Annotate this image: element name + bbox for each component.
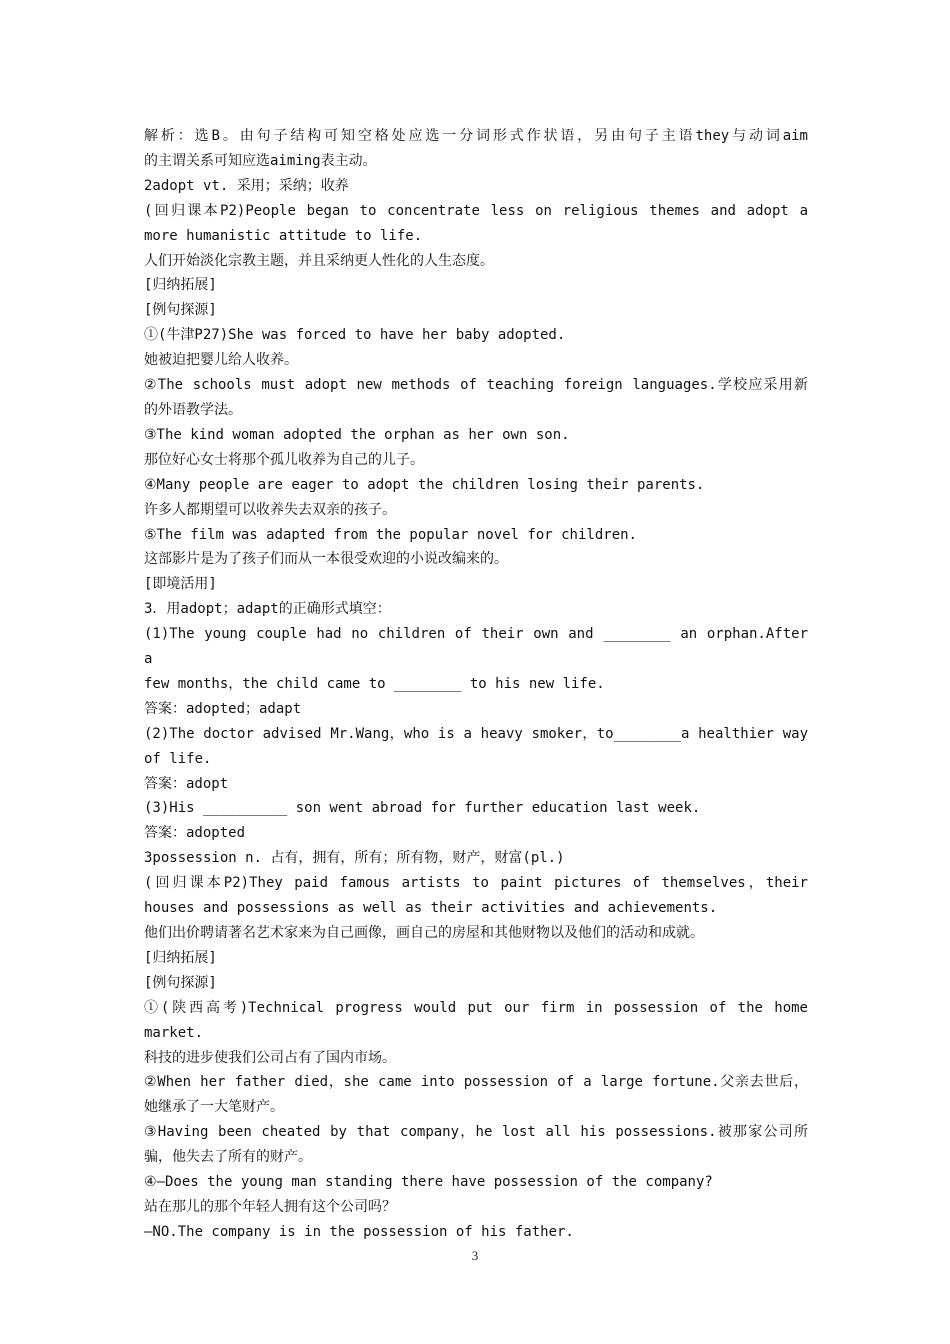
text-line: —NO.The company is in the possession of his father. bbox=[144, 1223, 574, 1240]
text-line: ②The schools must adopt new methods of teaching foreign languages.学校应采用新 bbox=[144, 377, 808, 394]
text-line: of life. bbox=[144, 750, 212, 767]
text-line: 站在那儿的那个年轻人拥有这个公司吗？ bbox=[144, 1198, 396, 1215]
text-line: market. bbox=[144, 1024, 204, 1041]
text-line: (2)The doctor advised Mr.Wang，who is a heavy smoker，to________a healthier way bbox=[144, 725, 808, 742]
text-line: 答案：adopted；adapt bbox=[144, 700, 302, 717]
text-line: [例句探源] bbox=[144, 302, 217, 319]
text-line: ③The kind woman adopted the orphan as her own son. bbox=[144, 426, 570, 443]
text-line: 她继承了一大笔财产。 bbox=[144, 1099, 284, 1116]
text-line: [归纳拓展] bbox=[144, 277, 217, 294]
text-line: 许多人都期望可以收养失去双亲的孩子。 bbox=[144, 501, 396, 518]
text-line: 他们出价聘请著名艺术家来为自己画像，画自己的房屋和其他财物以及他们的活动和成就。 bbox=[144, 925, 704, 941]
text-line: ⑤The film was adapted from the popular novel for children. bbox=[144, 526, 637, 543]
text-line: 2adopt vt. 采用；采纳；收养 bbox=[144, 177, 349, 194]
text-line: ③Having been cheated by that company，he lost all his possessions.被那家公司所 bbox=[144, 1124, 808, 1141]
text-line: [即境活用] bbox=[144, 576, 217, 593]
document-body bbox=[144, 124, 808, 1245]
text-line: houses and possessions as well as their activities and achievements. bbox=[144, 900, 718, 917]
text-line: 答案：adopted bbox=[144, 825, 246, 842]
page-number: 3 bbox=[471, 1248, 479, 1263]
text-line: ④Many people are eager to adopt the children losing their parents. bbox=[144, 476, 705, 493]
text-line: 的主谓关系可知应选aiming表主动。 bbox=[144, 152, 377, 169]
text-line: 科技的进步使我们公司占有了国内市场。 bbox=[144, 1049, 396, 1066]
text-line: 的外语教学法。 bbox=[144, 401, 242, 418]
text-line: 解析：选B。由句子结构可知空格处应选一分词形式作状语，另由句子主语they与动词aim bbox=[144, 128, 808, 144]
text-line: few months，the child came to ________ to his new life. bbox=[144, 675, 605, 692]
text-line: 这部影片是为了孩子们而从一本很受欢迎的小说改编来的。 bbox=[144, 551, 508, 568]
text-line: ②When her father died，she came into possession of a large fortune.父亲去世后， bbox=[144, 1074, 808, 1091]
text-line: 那位好心女士将那个孤儿收养为自己的儿子。 bbox=[144, 451, 424, 468]
text-line: more humanistic attitude to life. bbox=[144, 227, 423, 244]
text-line: 答案：adopt bbox=[144, 775, 229, 792]
text-line: (1)The young couple had no children of their own and ________ an orphan.After a bbox=[144, 626, 808, 668]
text-line: 3．用adopt；adapt的正确形式填空： bbox=[144, 601, 391, 618]
text-line: (3)His __________ son went abroad for further education last week. bbox=[144, 800, 701, 817]
text-line: ①(陕西高考)Technical progress would put our firm in possession of the home bbox=[144, 999, 808, 1016]
text-line: (回归课本P2)They paid famous artists to paint pictures of themselves，their bbox=[144, 875, 808, 892]
text-line: 3possession n. 占有，拥有，所有；所有物，财产，财富(pl.) bbox=[144, 850, 565, 867]
text-line: ①(牛津P27)She was forced to have her baby adopted. bbox=[144, 327, 566, 344]
text-line: 骗，他失去了所有的财产。 bbox=[144, 1149, 312, 1166]
text-line: [归纳拓展] bbox=[144, 949, 217, 966]
text-line: 她被迫把婴儿给人收养。 bbox=[144, 352, 298, 369]
text-line: [例句探源] bbox=[144, 974, 217, 991]
text-line: 人们开始淡化宗教主题，并且采纳更人性化的人生态度。 bbox=[144, 252, 494, 269]
text-line: (回归课本P2)People began to concentrate less on religious themes and adopt a bbox=[144, 202, 808, 219]
text-line: ④—Does the young man standing there have possession of the company? bbox=[144, 1174, 713, 1191]
